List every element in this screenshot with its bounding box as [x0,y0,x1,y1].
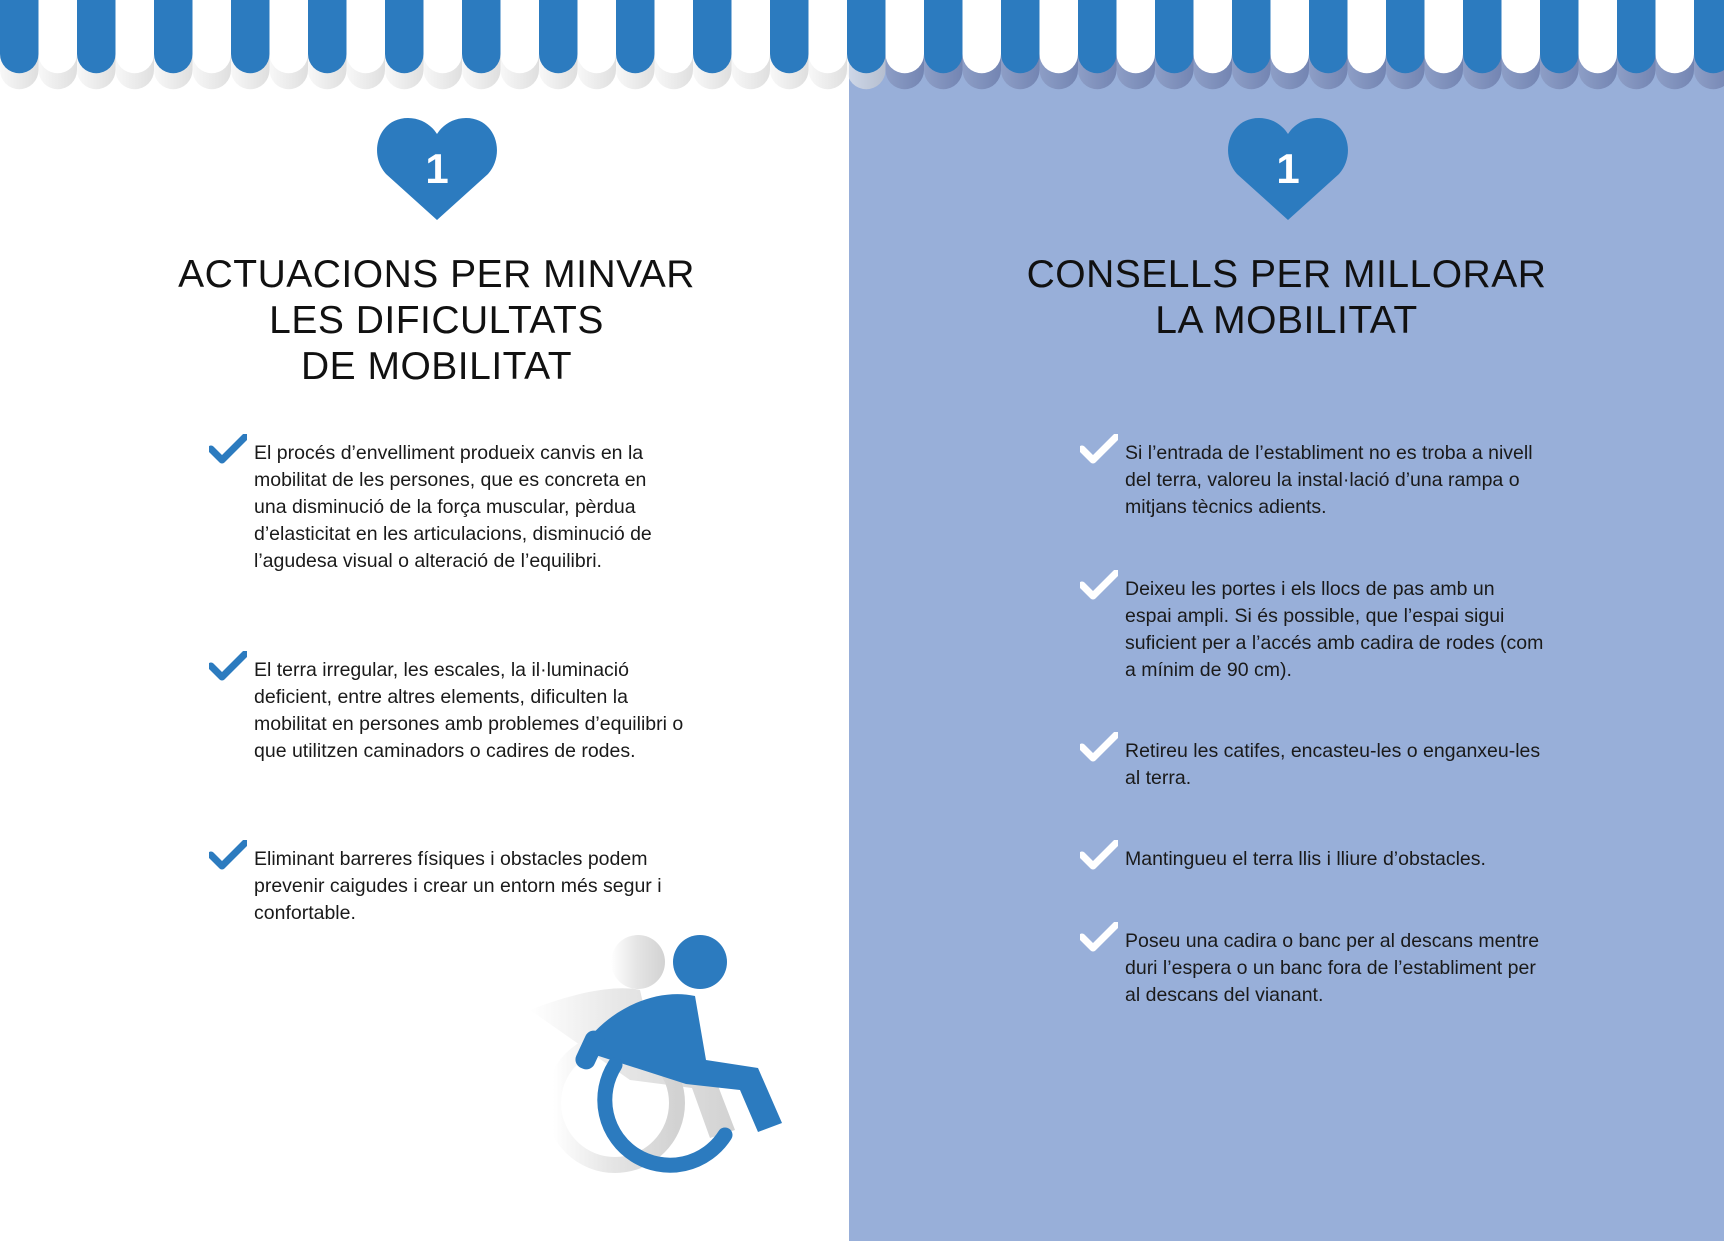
awning-stripe [1617,0,1656,73]
title-line: LES DIFICULTATS [269,299,604,342]
title-line: LA MOBILITAT [1155,299,1418,342]
item-text: Si l’entrada de l’establiment no es troba a nivell del terra, valoreu la instal·lació d’una rampa o mitjans tècnics adients. [1125,442,1533,518]
left-heart-badge [376,114,498,222]
awning-stripe [578,0,617,73]
awning-stripe [1155,0,1194,73]
check-icon [1080,434,1118,464]
awning-stripe [1078,0,1117,73]
awning-stripe [1348,0,1387,73]
item-text: Poseu una cadira o banc per al descans mentre duri l’espera o un banc fora de l’establiment per al descans del vianant. [1125,930,1540,1006]
awning-stripe [1694,0,1724,73]
awning-stripe [1040,0,1079,73]
awning-stripe [732,0,771,73]
awning-stripe [193,0,232,73]
title-line: ACTUACIONS PER MINVAR [178,253,695,296]
awning-stripe [963,0,1002,73]
awning-stripe [655,0,694,73]
wheelchair-icon [510,930,800,1190]
awning-stripe [1386,0,1425,73]
item-text: El terra irregular, les escales, la il·luminació deficient, entre altres elements, dificulten la mobilitat en persones amb problemes d’equilibri o que utilitzen caminadors o cadires de rodes. [254,659,684,762]
awning-stripe [1579,0,1618,73]
awning-stripe [1232,0,1271,73]
awning-stripe [308,0,347,73]
right-heart-badge [1227,114,1349,222]
left-title [100,252,773,390]
check-icon [1080,922,1118,952]
badge-number: 1 [1276,145,1300,192]
awning-stripe [616,0,655,73]
awning-stripe [0,0,39,73]
awning-stripe [501,0,540,73]
item-text: Eliminant barreres físiques i obstacles podem prevenir caigudes i crear un entorn més segur i confortable. [254,848,662,924]
awning-stripe [1271,0,1310,73]
awning-stripe [424,0,463,73]
right-title [960,252,1613,344]
awning-stripe [1540,0,1579,73]
awning-stripe [116,0,155,73]
item-text: Mantingueu el terra llis i lliure d’obstacles. [1125,848,1486,870]
title-line: DE MOBILITAT [300,345,573,388]
awning-decoration [0,0,1724,110]
awning-stripe [347,0,386,73]
awning-stripe [924,0,963,73]
check-icon [209,840,247,870]
badge-number: 1 [425,145,449,192]
check-icon [209,434,247,464]
awning-stripe [154,0,193,73]
item-text: Retireu les catifes, encasteu-les o enganxeu-les al terra. [1125,740,1541,789]
awning-stripe [1194,0,1233,73]
check-icon [1080,840,1118,870]
awning-stripe [462,0,501,73]
awning-stripe [693,0,732,73]
item-text: Deixeu les portes i els llocs de pas amb un espai ampli. Si és possible, que l’espai sigui suficient per a l’accés amb cadira de rodes (com a mínim de 90 cm). [1125,578,1544,681]
awning-stripe [1656,0,1695,73]
awning-stripe [1502,0,1541,73]
awning-stripe [270,0,309,73]
check-icon [1080,732,1118,762]
awning-stripe [1001,0,1040,73]
awning-stripe [1425,0,1464,73]
awning-stripe [1463,0,1502,73]
check-icon [209,651,247,681]
awning-stripe [770,0,809,73]
awning-stripe [231,0,270,73]
item-text: El procés d’envelliment produeix canvis en la mobilitat de les persones, que es concreta en una disminució de la força muscular, pèrdua d’elasticitat en les articulacions, disminució de l’agudesa visual o alteració de l’equilibri. [254,442,652,572]
awning-stripe [39,0,78,73]
title-line: CONSELLS PER MILLORAR [1026,253,1547,296]
awning-stripe [77,0,116,73]
awning-stripe [809,0,848,73]
awning-stripe [886,0,925,73]
awning-stripe [539,0,578,73]
awning-stripe [1117,0,1156,73]
awning-stripe [1309,0,1348,73]
awning-stripe [847,0,886,73]
check-icon [1080,570,1118,600]
awning-stripe [385,0,424,73]
